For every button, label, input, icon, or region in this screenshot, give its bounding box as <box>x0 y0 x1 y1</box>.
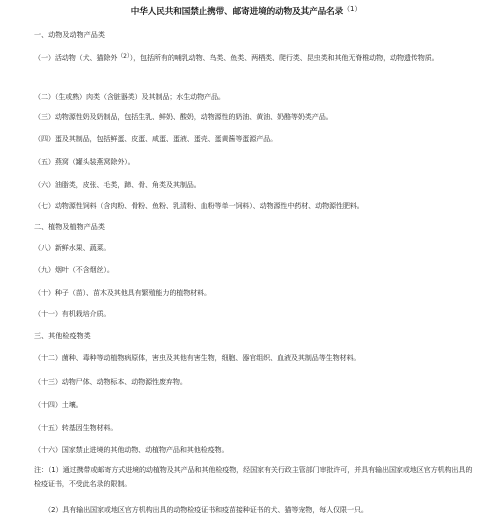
item-2: （二）（生或熟）肉类（含脏器类）及其制品；水生动物产品。 <box>34 92 225 101</box>
section-others: 三、其他检疫物类 <box>34 331 91 340</box>
item-1-footnote-marker: （2） <box>117 53 130 60</box>
document-title <box>0 4 492 17</box>
item-1-text-start: （一）活动物（犬、猫除外 <box>34 53 118 62</box>
item-3: （三）动物源性奶及奶制品，包括生乳、鲜奶、酸奶，动物源性的奶油、黄油、奶酪等奶类产品。 <box>34 112 333 121</box>
item-4: （四）蛋及其制品，包括鲜蛋、皮蛋、咸蛋、蛋液、蛋壳、蛋黄酱等蛋源产品。 <box>34 134 278 143</box>
title-text: 中华人民共和国禁止携带、邮寄进境的动物及其产品名录 <box>130 7 344 17</box>
item-13: （十三）动物尸体、动物标本、动物源性废弃物。 <box>34 377 187 386</box>
item-6: （六）油脂类，皮张、毛类，蹄、骨、角类及其制品。 <box>34 180 201 189</box>
section-animals: 一、动物及动物产品类 <box>34 30 105 39</box>
note-2: （2）具有输出国家或地区官方机构出具的动物检疫证书和疫苗接种证书的犬、猫等宠物，每人仅限一只。 <box>44 505 368 514</box>
item-12: （十二）菌种、毒种等动植物病原体，害虫及其他有害生物，细胞、器官组织、血液及其制品等生物材料。 <box>34 353 361 362</box>
item-16: （十六）国家禁止进境的其他动物、动植物产品和其他检疫物。 <box>34 445 229 454</box>
title-footnote-marker: （1） <box>343 5 362 13</box>
note-1: 注：（1）通过携带或邮寄方式进境的动植物及其产品和其他检疫物，经国家有关行政主管部门审批许可，并具有输出国家或地区官方机构出具的检疫证书，不受此名录的限制。 <box>34 465 473 488</box>
item-1-text-end: ），包括所有的哺乳动物、鸟类、鱼类、两栖类、爬行类、昆虫类和其他无脊椎动物，动物遗传物质。 <box>129 53 439 62</box>
item-1 <box>34 52 439 62</box>
section-plants: 二、植物及植物产品类 <box>34 222 105 231</box>
item-9: （九）烟叶（不含烟丝）。 <box>34 265 114 274</box>
item-11: （十一）有机栽培介质。 <box>34 309 111 318</box>
item-5: （五）燕窝（罐头装燕窝除外）。 <box>34 157 135 166</box>
item-15: （十五）转基因生物材料。 <box>34 423 118 432</box>
item-10: （十）种子（苗）、苗木及其他具有繁殖能力的植物材料。 <box>34 288 211 297</box>
item-8: （八）新鲜水果、蔬菜。 <box>34 243 111 252</box>
item-14: （十四）土壤。 <box>34 400 83 409</box>
item-7: （七）动物源性饲料（含肉粉、骨粉、鱼粉、乳清粉、血粉等单一饲料）、动物源性中药材、动物源性肥料。 <box>34 201 364 210</box>
